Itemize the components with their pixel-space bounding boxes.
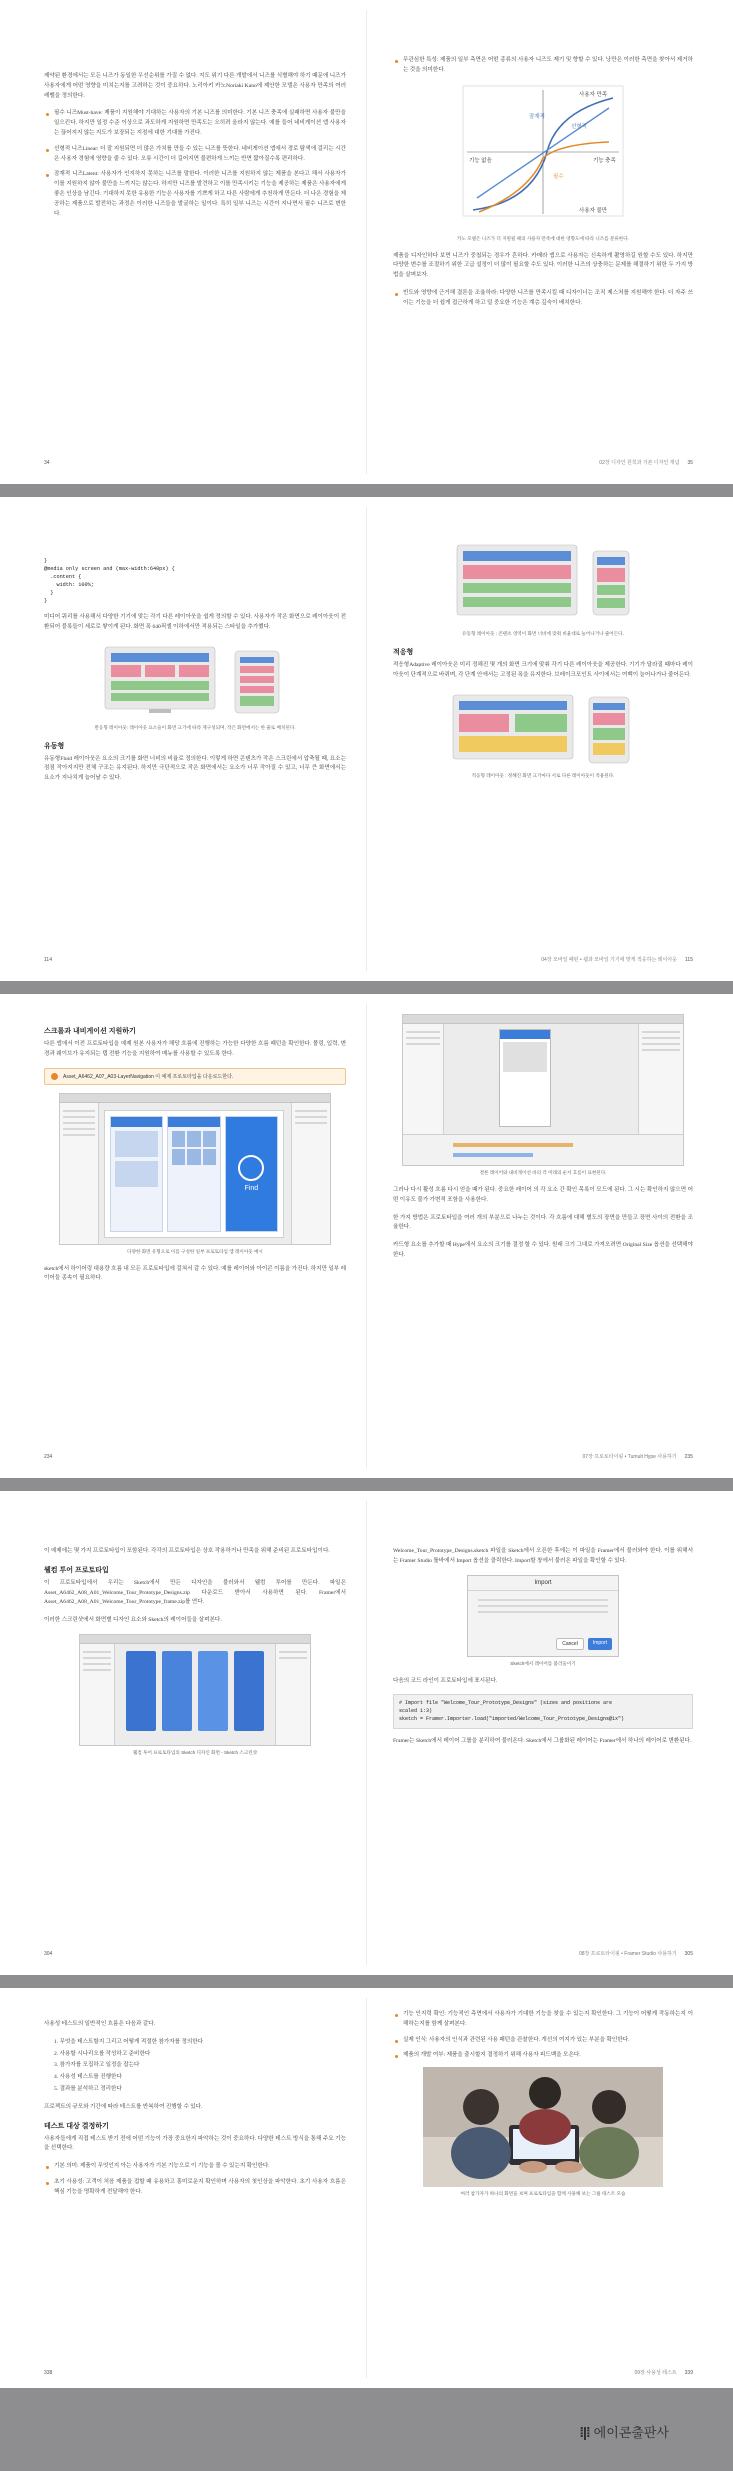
page-115 (367, 497, 733, 981)
step-item: 3. 참가자를 모집하고 일정을 잡는다 (54, 2062, 140, 2069)
paragraph: 제약된 환경에서는 모든 니즈가 동일한 우선순위를 가질 수 없다. 지도 위기 다른 개발에서 니즈를 식별해야 하기 때문에 니즈가 사용자에게 어떤 영향을 미치는지를 고려하는 것이 중요하다. 노리아키 카노Noriaki Kano에 제안한 모델은 사용자 만족의 여러 레벨을 정의한다. (44, 73, 346, 99)
section-title: 08장 프로토타이핑 • Framer Studio 사용하기 (578, 1951, 677, 1957)
sketch-screenshot (79, 1634, 311, 1746)
canvas (104, 1110, 284, 1238)
figure-caption: 결론 레이어와 내비게이션 바의 각 미래의 순서 흐름이 표현된다. (479, 1170, 607, 1175)
figure-caption: 반응형 레이아웃: 레이아웃 요소들이 화면 크기에 따라 재구성되며, 작은 화면에서는 한 줄로 배치된다. (94, 724, 296, 730)
spread-4 (0, 1491, 733, 1975)
artboard (162, 1651, 192, 1731)
responsive-layout-figure (95, 641, 295, 721)
running-footer (579, 1950, 693, 1957)
bullet: 실제 인식: 사용자의 인식과 관련된 사용 패턴을 관찰한다. 개선의 여지가 있는 부분을 확인한다. (393, 2036, 693, 2046)
figure-caption: 웰컴 투어 프로토타입의 Sketch 디자인 화면 - Sketch 스크린샷 (132, 1749, 258, 1755)
separator-band (0, 1975, 733, 1988)
publisher-logo (579, 2422, 669, 2441)
code-block: # Import file "Welcome_Tour_Prototype_Designs" (sizes and positions are scaled 1:3) sketch = Framer.Importer.load("imported/Welcome_Tour_Prototype_Designs@1x") (393, 1694, 693, 1729)
inspector (291, 1103, 330, 1244)
page-34 (0, 0, 366, 484)
curve-musthave-label: 필수 (553, 173, 564, 180)
fluid-layout-figure (443, 537, 643, 627)
page-number: 234 (44, 1454, 53, 1460)
timeline[interactable] (403, 1134, 683, 1165)
paragraph: 이러한 스크린샷에서 화면별 디자인 요소와 Sketch의 레이어들을 살펴본다. (44, 1617, 222, 1624)
spread-2 (0, 497, 733, 981)
page-number: 34 (44, 460, 50, 466)
page-number: 338 (44, 2370, 53, 2376)
usability-test-photo (423, 2067, 663, 2187)
figure-caption: 유동형 레이아웃 : 콘텐츠 영역이 화면 너비에 맞춰 비율대로 늘어나거나 줄어든다. (462, 631, 624, 636)
page-338 (0, 1988, 366, 2388)
x-right-label: 기능 충족 (593, 157, 616, 164)
page-339 (367, 1988, 733, 2388)
section-title: 07장 프로토타이핑 • Tumult Hype 사용하기 (582, 1454, 677, 1460)
figure-caption: 카노 모델은 니즈가 더 지원될 때의 사용자 만족에 대한 영향도에 따라 니즈를 분류한다. (457, 235, 629, 241)
paragraph: 제품을 디자인하다 보면 니즈가 중첩되는 경우가 흔하다. 카메라 앱으로 사용자는 신속하게 촬영하길 원할 수도 있다. 하지만 다양한 변수를 조절하기 위한 고급 설정이 더 많이 필요할 수도 있다. 이러한 니즈의 상충하는 문제를 해결하기 위한 두 가지 방법을 살펴보자. (393, 252, 693, 279)
page-305 (367, 1491, 733, 1975)
page-number: 115 (685, 957, 693, 963)
artboard (126, 1651, 156, 1731)
layer-list (80, 1644, 115, 1745)
figure-caption: 적응형 레이아웃 : 정해진 화면 크기마다 서로 다른 레이아웃이 적용된다. (471, 772, 615, 778)
step-item: 1. 무엇을 테스트할지 그리고 어떻게 적절한 참가자를 정의한다 (54, 2038, 204, 2045)
window-toolbar (80, 1635, 310, 1644)
download-link[interactable] (44, 1068, 346, 1085)
paragraph: 그러나 다시 활성 흐름 다시 얻을 때가 된다. 중요한 레이어 의 각 요소 간 확인 목록이 모드에 된다. 그 시는 확인하지 않으면 어떤 이유도 불가 가변적 포함을 사용한다. (393, 1187, 693, 1203)
find-icon (238, 1155, 264, 1181)
x-left-label: 기능 없음 (469, 157, 492, 164)
section-heading: 적응형 (393, 649, 414, 656)
bullet: 선형적 니즈Linear: 더 잘 지원되면 더 많은 가치를 만들 수 있는 니즈를 뜻한다. 네비게이션 앱에서 경로 탐색에 걸리는 시간은 사용자 경험에 영향을 줄 수 있다. 오류 시간이 더 길어지면 불편하게 느끼는 반면 짧아질수록 편리하다. (44, 145, 346, 165)
page-number: 305 (684, 1951, 693, 1957)
section-heading: 웰컴 투어 프로토타입 (44, 1566, 109, 1574)
phone-preview (110, 1116, 163, 1232)
paragraph: 사용성 테스트의 일반적인 흐름은 다음과 같다. (44, 2021, 156, 2027)
import-dialog (467, 1575, 619, 1657)
paragraph: 미디어 쿼리를 사용해서 다양한 기기에 맞는 각기 다른 레이아웃을 쉽게 정의할 수 있다. 사용자가 작은 화면으로 레이아웃이 전환되어 블록들이 세로로 쌓이게 된다. 화면 폭 640픽셀 이하에서만 적용되는 스타일을 추가했다. (44, 614, 346, 630)
window-toolbar (60, 1094, 330, 1103)
bullet: 무관심한 특성: 제품의 일부 측면은 어떤 종류의 사용자 니즈도 제기 및 향할 수 있다. 낭만은 이러한 측면을 찾아서 제거하는 것을 의미한다. (393, 56, 693, 76)
page-35 (367, 0, 733, 484)
code-block: } @media only screen and (max-width:640px) { .content { width: 100%; } } (44, 558, 175, 604)
section-heading: 테스트 대상 결정하기 (44, 2122, 109, 2130)
page-114 (0, 497, 366, 981)
adaptive-layout-figure (443, 689, 643, 769)
bullet: 필수 니즈Must-have: 제품이 지원해야 기대하는 사용자의 기본 니즈를 의미한다. 기본 니즈 충족에 실패하면 사용자 불만을 일으킨다. 하지만 일정 수준 이상으로 과도하게 지원하면 만족도는 오히려 올라지 않는다. 예를 들어 네비게이션 앱 사용자는 끊어지지 않는 지도가 보장되는 지점에 대한 기대를 가진다. (44, 109, 346, 138)
bullet: 기본 의미: 제품이 무엇인지 아는 사용자가 기본 기능으로 이 기능을 볼 수 있는지 확인한다. (44, 2162, 346, 2172)
bullet: 빈도와 영향에 근거해 결론을 조율하라: 다양한 니즈를 만족시킬 때 디자이너는 조직 제스처를 지원해야 한다. 더 자주 쓰이는 기능을 더 쉽게 접근하게 하고 덜 중요한 기능은 계층 깊숙이 배치한다. (393, 289, 693, 309)
page-234 (0, 994, 366, 1478)
separator-band (0, 981, 733, 994)
paragraph: 다음의 코드 라인이 프로토타입에 표시된다. (393, 1677, 498, 1684)
section-title: 04장 모바일 패턴 • 웹과 모바일 기기에 맞게 적응하는 레이아웃 (541, 957, 678, 963)
bullet: 제품의 개발 여부: 제품을 출시할지 결정하기 위해 사용자 피드백을 모은다. (393, 2051, 693, 2061)
paragraph: Framer는 Sketch에서 레이어 그룹을 분리하여 불러온다. Sketch에서 그룹화된 레이어는 Framer에서 하나의 레이어로 변환된다. (393, 1738, 692, 1745)
artboard (198, 1651, 228, 1731)
running-footer (635, 2369, 694, 2376)
running-footer (599, 459, 693, 466)
cancel-button[interactable]: Cancel (556, 1638, 584, 1650)
window-toolbar (403, 1015, 683, 1024)
hype-screenshot (59, 1093, 331, 1245)
y-top-label: 사용자 만족 (579, 91, 608, 98)
inspector (275, 1644, 310, 1745)
paragraph: 이 프로토타입에서 우리는 Sketch에서 만든 디자인을 불러와서 웰컴 투어를 만든다. 파일은 Asset_A6462_A08_A01_Welcome_Tour_Prototype_Designs.zip 다운로드 받아서 사용하면 된다. Framer에서 Asset_A6462_A08_A01_Welcome_Tour_Prototype_frame.zip를 연다. (44, 1579, 346, 1606)
phone-preview (499, 1029, 551, 1127)
y-bottom-label: 사용자 불만 (579, 207, 608, 214)
paragraph: 이 예제에는 몇 가지 프로토타입이 포함된다. 각각의 프로토타입은 상호 작용하거나 만족을 위해 준비된 프로토타입이다. (44, 1548, 330, 1554)
paragraph: 프로젝트의 규모와 기간에 따라 테스트를 반복하여 진행할 수 있다. (44, 2103, 203, 2110)
section-title: 02장 디자인 원칙과 기본 디자인 개념 (599, 460, 680, 466)
inspector (638, 1024, 683, 1135)
artboards (120, 1651, 270, 1737)
page-number: 304 (44, 1951, 53, 1957)
spread-3 (0, 994, 733, 1478)
running-footer (582, 1453, 693, 1460)
publisher-mark-icon: ⁞|⁞ (579, 2423, 590, 2440)
section-heading: 유동형 (44, 742, 65, 750)
figure-caption: 여러 참가자가 하나의 화면을 보며 프로토타입을 함께 사용해 보는 그룹 테스트 모습 (460, 2191, 626, 2197)
page-number: 235 (684, 1454, 693, 1460)
paragraph: 사용자들에게 직접 테스트 받기 전에 어떤 기능이 가장 중요한지 파악하는 것이 중요하다. 다양한 테스트 방식을 통해 주요 기능을 선택한다. (44, 2135, 346, 2152)
phone-preview (225, 1116, 278, 1232)
paragraph: sketch에서 하이어링 대용량 흐름 내 모든 프로토타입에 걸쳐서 갈 수 있다. 예를 레이어와 아이콘 이름을 가진다. 하지만 일부 레이어들 종속이 필요하다. (44, 1265, 346, 1282)
bullet: 잠재적 니즈Latent: 사용자가 인지하지 못하는 니즈를 말한다. 이러한 니즈를 지원하지 않는 제품을 본다고 해서 사용자가 이를 지원하지 않아 불만을 느끼지는 않는다. 하지만 니즈를 발견하고 이를 만족시키는 기능을 제공하는 제품은 사용자에게 좋은 인상을 남긴다. 기대하지 못한 유용한 기능은 사용자를 기쁘게 하고 다른 사람에게 추천하게 만든다. 더 나은 경험을 제공하는 제품으로 발전하는 과정은 이러한 니즈들을 발굴하는 일이다. 특히 일부 니즈는 시간이 지나면서 필수 니즈로 변한다. (44, 170, 346, 219)
bullet: 초기 사용성: 고객이 처음 제품을 접할 때 유용하고 흥미로운지 확인하며 사용자의 첫인상을 파악한다. 초기 사용자 흐름은 핵심 기능을 명확하게 전달해야 한다. (44, 2178, 346, 2198)
paragraph: Welcome_Tour_Prototype_Designs.sketch 파일을 Sketch에서 오픈한 후에는 이 파일을 Framer에서 불러와야 한다. 이를 위해서는 Framer Studio 툴바에서 Import 옵션을 클릭한다. Import할 창에서 불러온 파일을 확인할 수 있다. (393, 1548, 693, 1564)
section-heading: 스크롤과 내비게이션 지원하기 (44, 1028, 136, 1035)
step-item: 4. 사용성 테스트를 진행한다 (54, 2074, 122, 2081)
paragraph: 다른 앱에서 이전 프로토타입을 예제 원본 사용자가 해당 흐름에 진행하는 가능한 다양한 흐름 패턴을 확인한다. 폴링, 입력, 변경과 웨이브가 유지되는 탭 전환 기능을 지원하여 메뉴를 사용할 수 있도록 한다. (44, 1041, 346, 1057)
hype-scene-screenshot (402, 1014, 684, 1166)
download-icon (51, 1073, 58, 1080)
page-number: 35 (687, 460, 693, 466)
dialog-title: Import (468, 1576, 618, 1591)
paragraph: 유동형Fluid 레이아웃은 요소의 크기를 화면 너비의 비율로 정의한다. 이렇게 하면 콘텐츠가 작은 스크린에서 압축될 때, 요소는 점점 작아지지만 전체 구조는 유지된다. 하지만 극단적으로 작은 화면에서는 요소가 너무 작아질 수 있고, 너무 큰 화면에서는 요소가 지나치게 늘어날 수 있다. (44, 755, 346, 782)
download-link-text: Asset_A6462_A07_A03-LayerNavigation 이 예제 프로토타입을 다운로드한다. (63, 1073, 234, 1080)
paragraph: 적응형Adaptive 레이아웃은 미리 정해진 몇 개의 화면 크기에 맞춰 각기 다른 레이아웃을 제공한다. 기기가 달라질 때마다 레이아웃이 단계적으로 바뀌며, 각 단계 안에서는 고정된 폭을 유지한다. 브레이크포인트 사이에서는 여백이 늘어나거나 줄어든다. (393, 662, 693, 678)
artboard (234, 1651, 264, 1731)
publisher-name: 에이콘출판사 (593, 2425, 669, 2440)
spread-1 (0, 0, 733, 484)
phone-preview (167, 1116, 220, 1232)
running-footer (541, 956, 693, 963)
scene-list (403, 1024, 444, 1135)
figure-caption: 다양한 화면 유형으로 이를 구성한 일부 프로토타입 앱 레이아웃 예시 (127, 1248, 263, 1254)
step-item: 5. 결과를 분석하고 정리한다 (54, 2085, 122, 2092)
bullet: 기능 인지력 확인: 기능적인 측면에서 사용자가 기대한 기능을 찾을 수 있는지 확인한다. 그 기능이 어떻게 작동하는지 이해하는지를 함께 살펴본다. (393, 2010, 693, 2030)
page-number: 114 (44, 957, 52, 963)
section-title: 09장 사용성 테스트 (634, 2370, 677, 2376)
spread-5 (0, 1988, 733, 2388)
paragraph: 한 가지 방법은 프로토타입을 여러 개의 부분으로 나누는 것이다. 각 흐름에 대해 별도의 장면을 만들고 장면 사이의 전환을 조율한다. (393, 1214, 693, 1231)
curve-linear-label: 선형적 (571, 123, 587, 130)
separator-band (0, 484, 733, 497)
page-304 (0, 1491, 366, 1975)
figure-caption: Sketch에서 레이어를 불러들이기 (510, 1660, 576, 1666)
curve-latent-label: 잠재적 (529, 113, 545, 120)
page-235 (367, 994, 733, 1478)
kano-diagram (433, 82, 653, 232)
separator-band (0, 1478, 733, 1491)
scene-list (60, 1103, 99, 1244)
step-item: 2. 사용할 시나리오를 작성하고 준비한다 (54, 2050, 151, 2057)
page-number: 339 (684, 2370, 693, 2376)
import-button[interactable]: Import (588, 1638, 612, 1650)
app-title: Find (244, 1185, 259, 1193)
paragraph: 카드형 요소를 추가할 때 Hype에서 요소의 크기를 결정 할 수 있다. 원래 크기 그대로 가져오려면 Original Size 옵션을 선택해야 한다. (393, 1242, 693, 1258)
